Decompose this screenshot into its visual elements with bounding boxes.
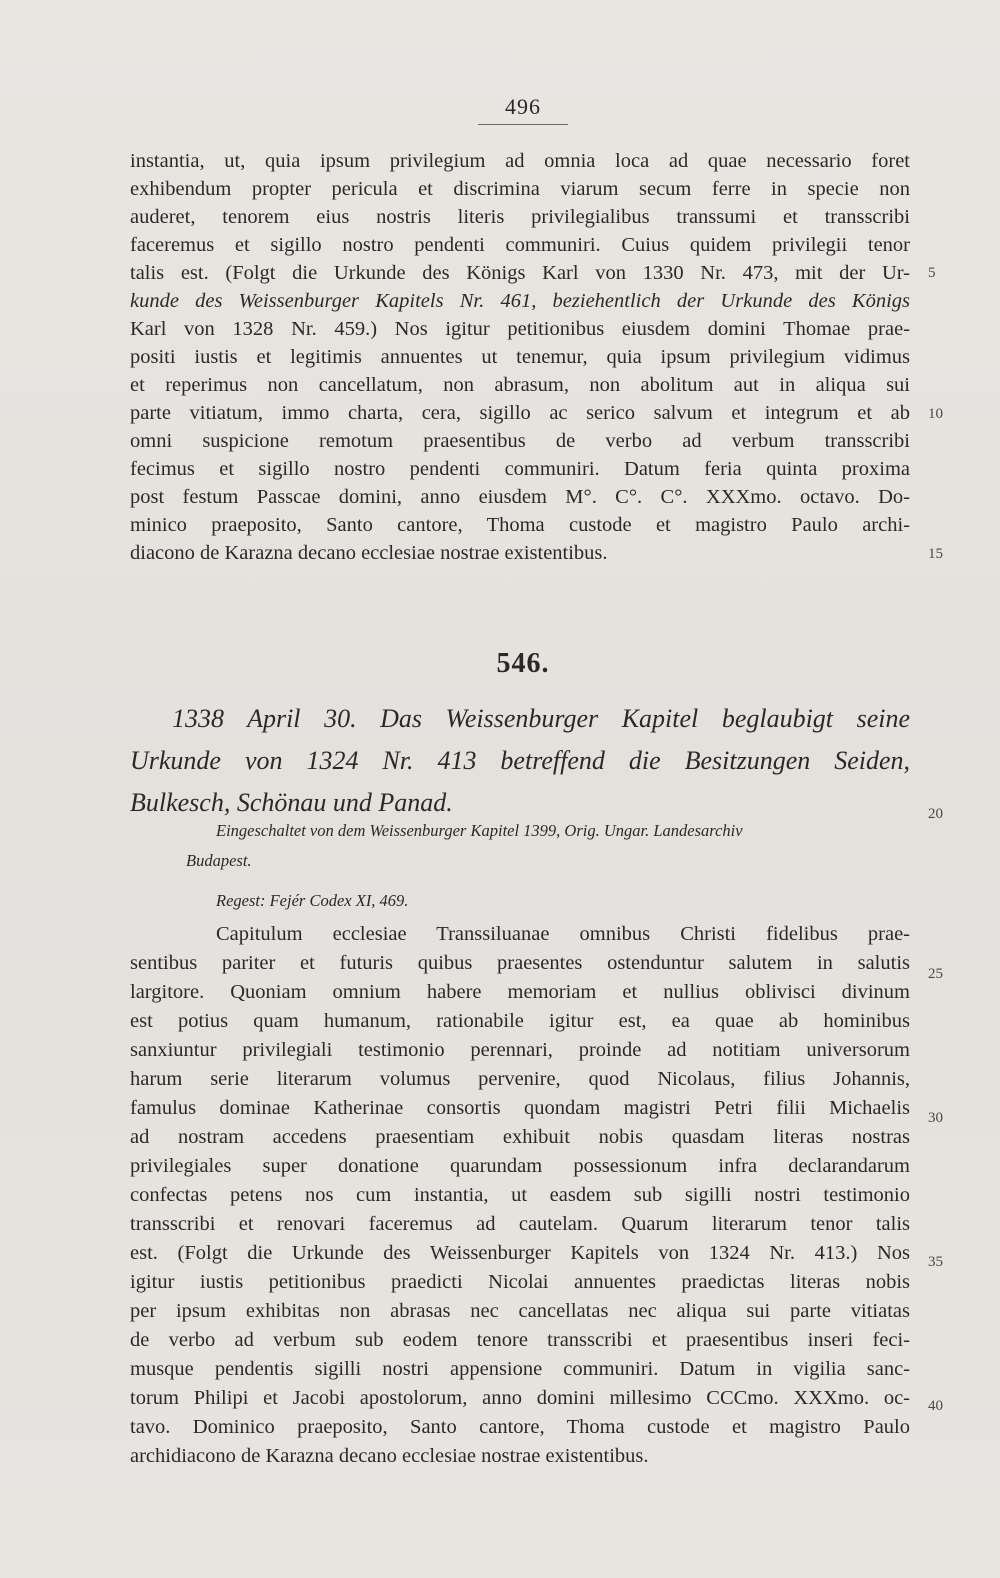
text-line: privilegiales super donatione quarundam possessionum infra declarandarum — [130, 1155, 910, 1177]
document-heading-line: Urkunde von 1324 Nr. 413 betreffend die Besitzungen Seiden, — [130, 746, 910, 775]
text-line: Capitulum ecclesiae Transsiluanae omnibus Christi fidelibus prae- — [216, 923, 910, 945]
text-line: per ipsum exhibitas non abrasas nec cancellatas nec aliqua sui parte vitiatas — [130, 1300, 910, 1322]
text-line: largitore. Quoniam omnium habere memoriam et nullius oblivisci divinum — [130, 981, 910, 1003]
text-line: confectas petens nos cum instantia, ut easdem sub sigilli nostri testimonio — [130, 1184, 910, 1206]
text-line: musque pendentis sigilli nostri appensione communiri. Datum in vigilia sanc- — [130, 1358, 910, 1380]
line-number: 25 — [928, 966, 943, 982]
text-line: harum serie literarum volumus pervenire, quod Nicolaus, filius Johannis, — [130, 1068, 910, 1090]
text-line: ad nostram accedens praesentiam exhibuit nobis quasdam literas nostras — [130, 1126, 910, 1148]
text-line: kunde des Weissenburger Kapitels Nr. 461, beziehentlich der Urkunde des Königs — [130, 290, 910, 312]
text-line: instantia, ut, quia ipsum privilegium ad omnia loca ad quae necessario foret — [130, 150, 910, 172]
text-line: igitur iustis petitionibus praedicti Nicolai annuentes praedictas literas nobis — [130, 1271, 910, 1293]
text-line: post festum Passcae domini, anno eiusdem M°. C°. C°. XXXmo. octavo. Do- — [130, 486, 910, 508]
text-line: omni suspicione remotum praesentibus de verbo ad verbum transscribi — [130, 430, 910, 452]
text-line: tavo. Dominico praeposito, Santo cantore, Thoma custode et magistro Paulo — [130, 1416, 910, 1438]
page-number-rule — [478, 124, 568, 125]
document-heading-line: 1338 April 30. Das Weissenburger Kapitel beglaubigt seine — [172, 704, 910, 733]
text-line: auderet, tenorem eius nostris literis privilegialibus transsumi et transscribi — [130, 206, 910, 228]
line-number: 35 — [928, 1254, 943, 1270]
line-number: 5 — [928, 265, 936, 281]
document-number: 546. — [496, 648, 550, 679]
line-number: 30 — [928, 1110, 943, 1126]
text-line: exhibendum propter pericula et discrimina viarum secum ferre in specie non — [130, 178, 910, 200]
text-line: sanxiuntur privilegiali testimonio perennari, proinde ad notitiam universorum — [130, 1039, 910, 1061]
text-line: est potius quam humanum, rationabile igitur est, ea quae ab hominibus — [130, 1010, 910, 1032]
text-line: positi iustis et legitimis annuentes ut tenemur, quia ipsum privilegium vidimus — [130, 346, 910, 368]
text-line: Karl von 1328 Nr. 459.) Nos igitur petitionibus eiusdem domini Thomae prae- — [130, 318, 910, 340]
regest-note: Regest: Fejér Codex XI, 469. — [216, 891, 409, 910]
document-heading-line: Bulkesch, Schönau und Panad. — [130, 788, 453, 817]
line-number: 15 — [928, 546, 943, 562]
text-line: sentibus pariter et futuris quibus praesentes ostenduntur salutem in salutis — [130, 952, 910, 974]
text-line: archidiacono de Karazna decano ecclesiae nostrae existentibus. — [130, 1445, 649, 1467]
text-line: famulus dominae Katherinae consortis quondam magistri Petri filii Michaelis — [130, 1097, 910, 1119]
text-line: torum Philipi et Jacobi apostolorum, anno domini millesimo CCCmo. XXXmo. oc- — [130, 1387, 910, 1409]
text-line: transscribi et renovari faceremus ad cautelam. Quarum literarum tenor talis — [130, 1213, 910, 1235]
text-line: de verbo ad verbum sub eodem tenore transscribi et praesentibus inseri feci- — [130, 1329, 910, 1351]
text-line: est. (Folgt die Urkunde des Weissenburger Kapitels von 1324 Nr. 413.) Nos — [130, 1242, 910, 1264]
page-number: 496 — [505, 94, 541, 119]
text-line: faceremus et sigillo nostro pendenti communiri. Cuius quidem privilegii tenor — [130, 234, 910, 256]
text-line: diacono de Karazna decano ecclesiae nostrae existentibus. — [130, 542, 608, 564]
text-line: minico praeposito, Santo cantore, Thoma custode et magistro Paulo archi- — [130, 514, 910, 536]
text-line: et reperimus non cancellatum, non abrasum, non abolitum aut in aliqua sui — [130, 374, 910, 396]
line-number: 10 — [928, 406, 943, 422]
line-number: 40 — [928, 1398, 943, 1414]
text-line: parte vitiatum, immo charta, cera, sigillo ac serico salvum et integrum et ab — [130, 402, 910, 424]
text-line: fecimus et sigillo nostro pendenti communiri. Datum feria quinta proxima — [130, 458, 910, 480]
line-number: 20 — [928, 806, 943, 822]
source-note: Eingeschaltet von dem Weissenburger Kapitel 1399, Orig. Ungar. Landesarchiv — [216, 821, 743, 840]
source-note: Budapest. — [186, 851, 252, 870]
text-line: talis est. (Folgt die Urkunde des Königs Karl von 1330 Nr. 473, mit der Ur- — [130, 262, 910, 284]
